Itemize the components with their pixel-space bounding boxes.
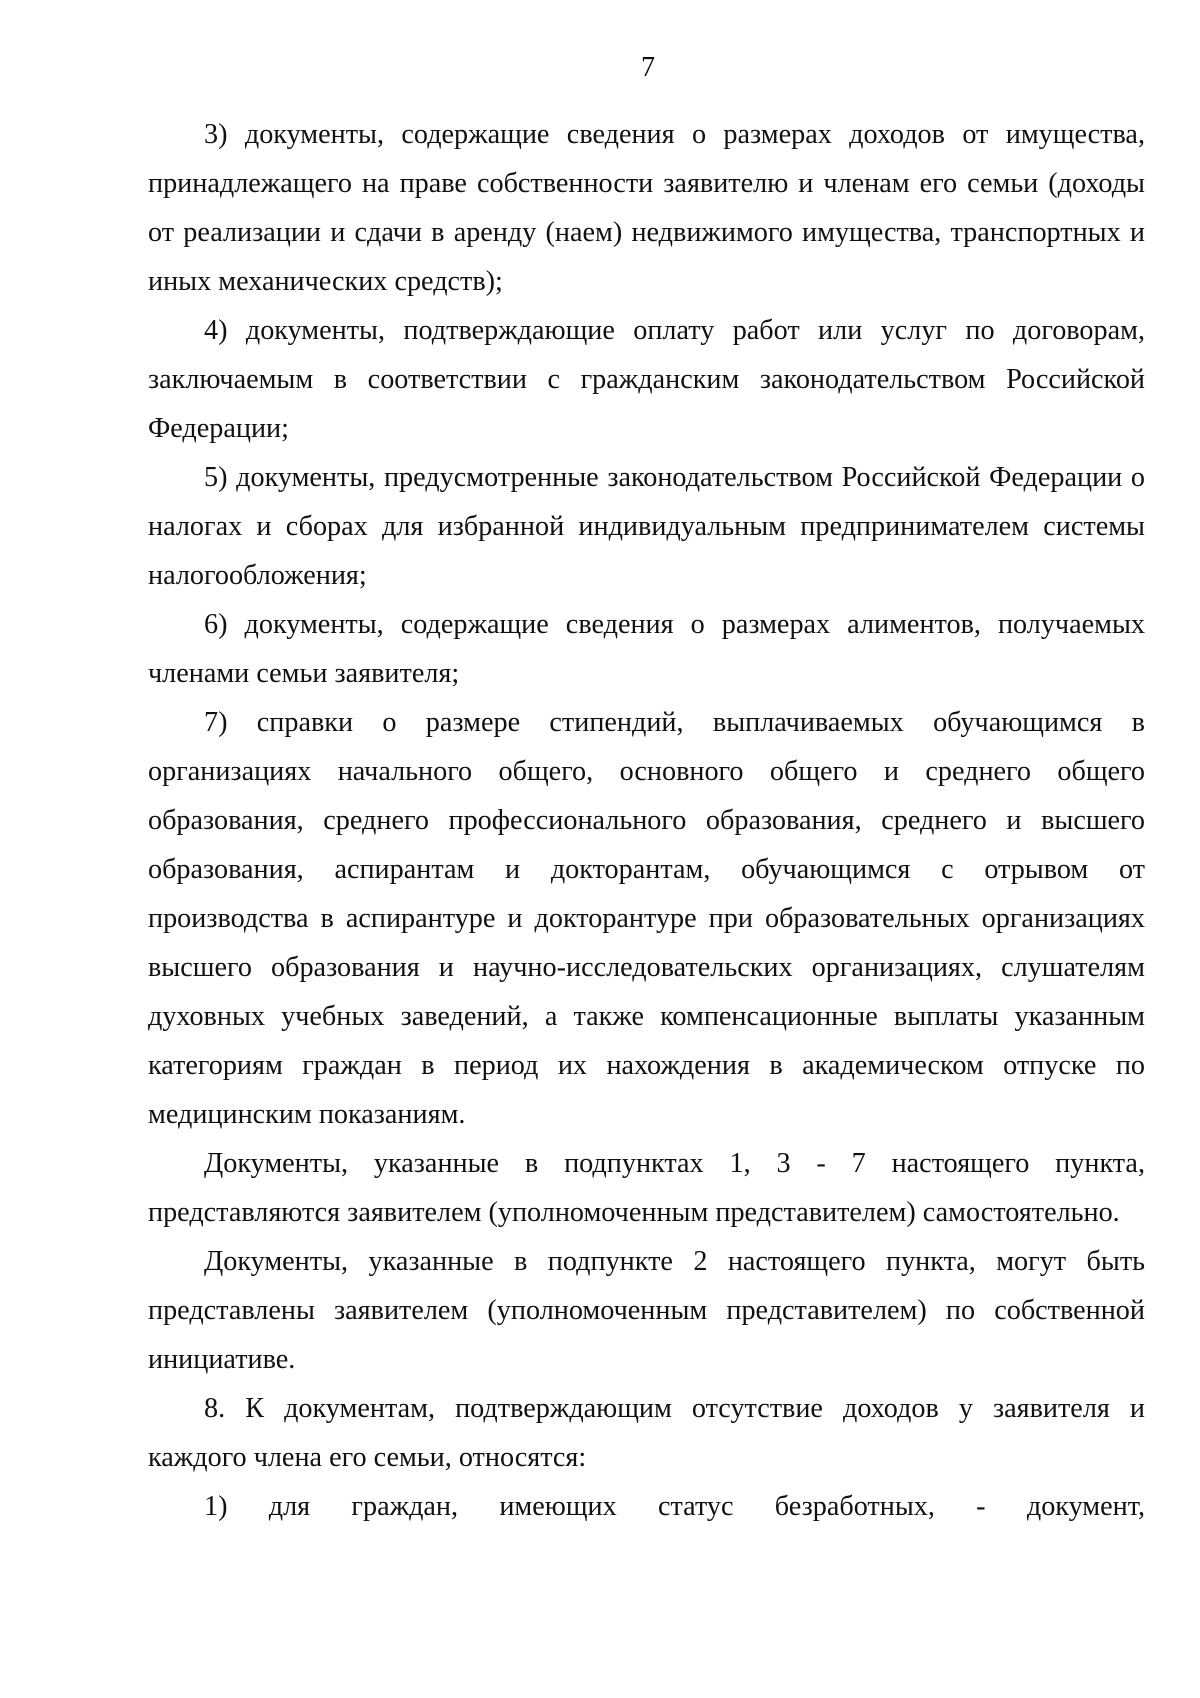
paragraph-item-6: 6) документы, содержащие сведения о размерах алиментов, получаемых членами семьи заявителя; (148, 609, 1145, 689)
paragraph-item-7: 7) справки о размере стипендий, выплачиваемых обучающимся в организациях начального общего, основного общего и среднего общего образования, среднего профессионального образования, среднего и высшего образования, аспирантам и докторантам, обучающимся с отрывом от производства в аспирантуре и докторантуре при образовательных организациях высшего образования и научно-исследовательских организациях, слушателям духовных учебных заведений, а также компенсационные выплаты указанным категориям граждан в период их нахождения в академическом отпуске по медицинским показаниям. (148, 707, 1145, 1130)
paragraph-item-3: 3) документы, содержащие сведения о размерах доходов от имущества, принадлежащего на праве собственности заявителю и членам его семьи (доходы от реализации и сдачи в аренду (наем) недвижимого имущества, транспортных и иных механических средств); (148, 119, 1145, 297)
paragraph-item-5: 5) документы, предусмотренные законодательством Российской Федерации о налогах и сборах для избранной индивидуальным предпринимателем системы налогообложения; (148, 462, 1145, 591)
page-number: 7 (641, 52, 655, 83)
document-body (148, 110, 1145, 1531)
paragraph-documents-initiative: Документы, указанные в подпункте 2 настоящего пункта, могут быть представлены заявителем (уполномоченным представителем) по собственной инициативе. (148, 1246, 1145, 1375)
paragraph-documents-self: Документы, указанные в подпунктах 1, 3 - 7 настоящего пункта, представляются заявителем (уполномоченным представителем) самостоятельно. (148, 1148, 1145, 1228)
paragraph-item-4: 4) документы, подтверждающие оплату работ или услуг по договорам, заключаемым в соответствии с гражданским законодательством Российской Федерации; (148, 315, 1145, 444)
paragraph-section-8-item-1: 1) для граждан, имеющих статус безработных, - документ, (204, 1491, 1145, 1522)
paragraph-section-8: 8. К документам, подтверждающим отсутствие доходов у заявителя и каждого члена его семьи, относятся: (148, 1393, 1145, 1473)
